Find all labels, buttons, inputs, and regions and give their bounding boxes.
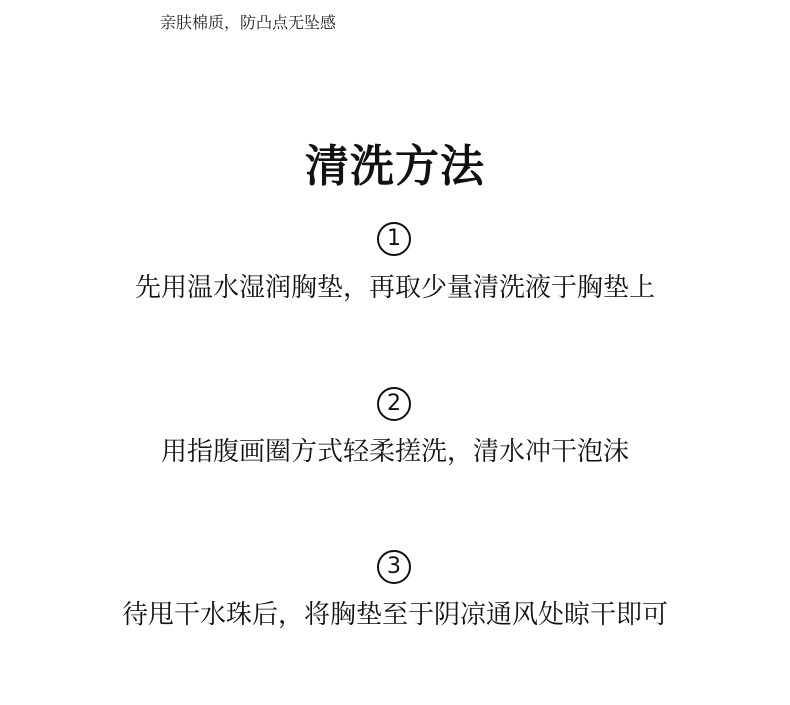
- step-3-text: 待甩干水珠后，将胸垫至于阴凉通风处晾干即可: [121, 600, 668, 630]
- feature-caption: 亲肤棉质，防凸点无坠感: [160, 13, 337, 32]
- step-3-number: 3: [377, 550, 411, 584]
- section-title: 清洗方法: [305, 141, 485, 192]
- step-2-text: 用指腹画圈方式轻柔搓洗，清水冲干泡沫: [160, 437, 629, 467]
- step-1-number: 1: [377, 222, 411, 256]
- step-1-text: 先用温水湿润胸垫，再取少量清洗液于胸垫上: [134, 273, 655, 303]
- step-2-number: 2: [377, 387, 411, 421]
